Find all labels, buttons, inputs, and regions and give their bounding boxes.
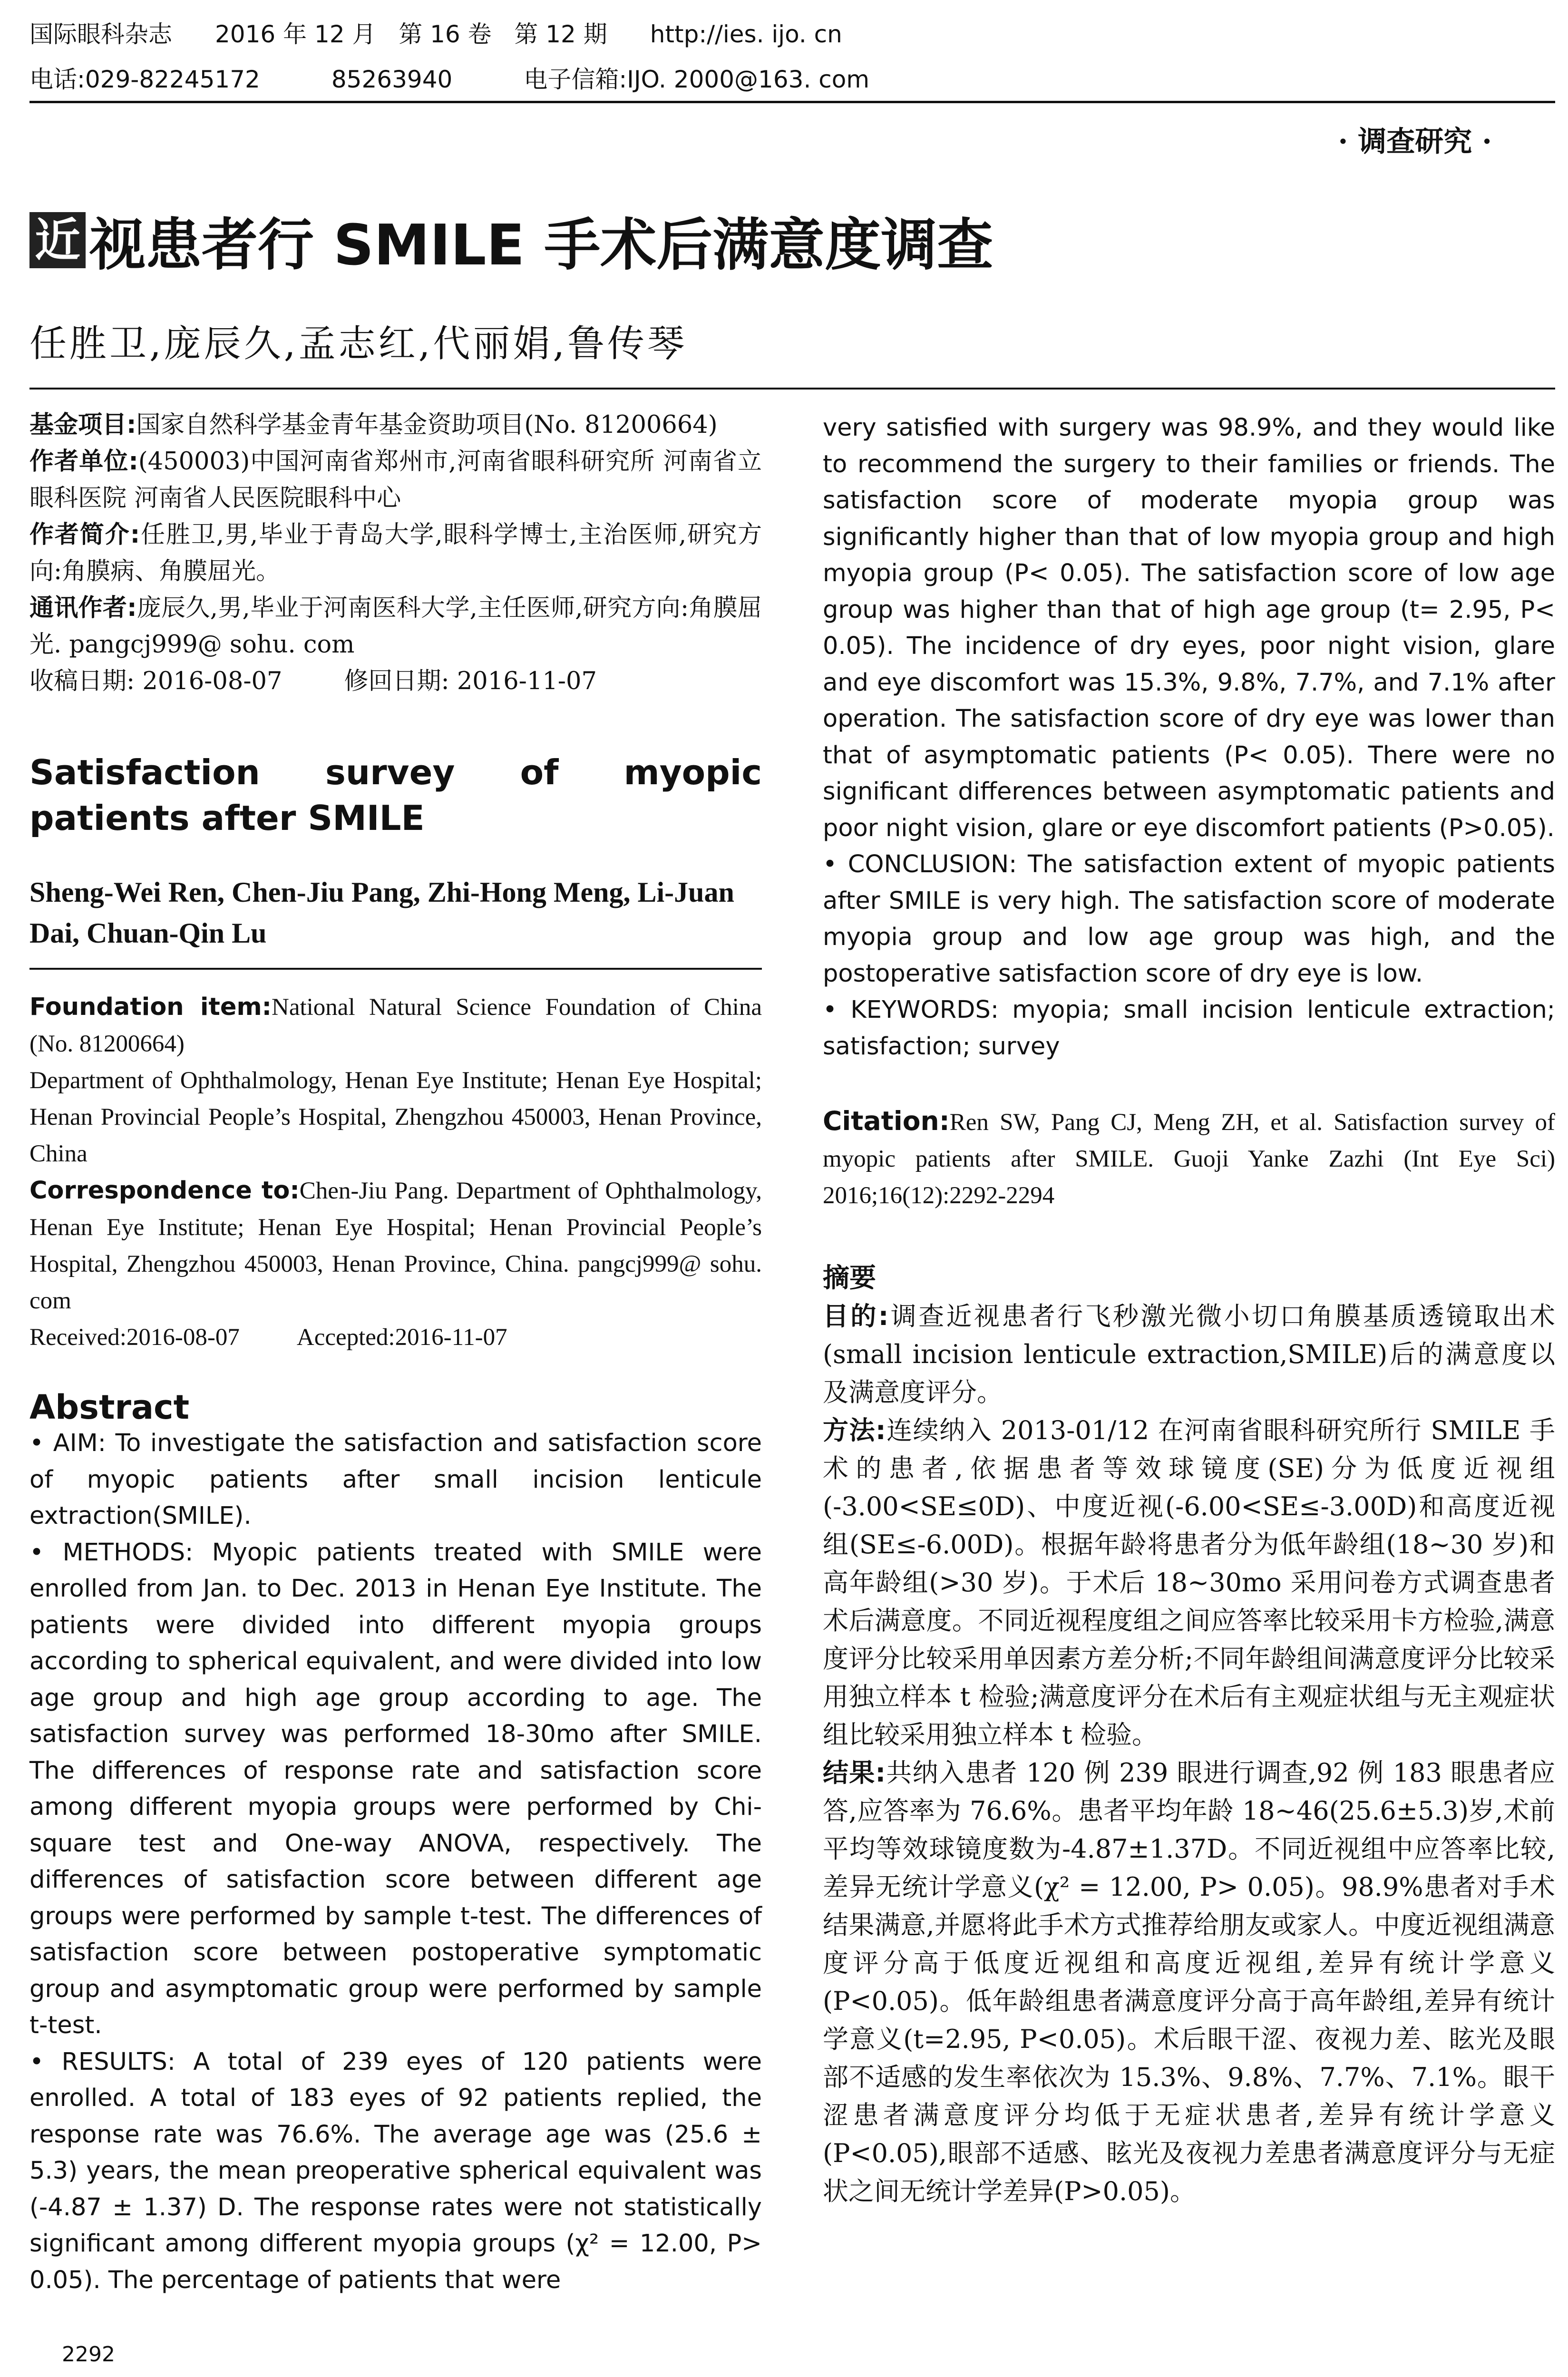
phone: 电话:029-82245172 (29, 66, 260, 93)
journal-header-line2 (29, 64, 912, 95)
cn-abstract: 目的:调查近视患者行飞秒激光微小切口角膜基质透镜取出术(small incision lenticule extraction,SMILE)后的满意度以及满意度评分。 方法:连续纳入 2013-01/12 在河南省眼科研究所行 SMILE 手术的患者,依据患者等效球镜度(SE)分为低度近视组(-3.00<SE≤0D)、中度近视(-6.00<SE≤-3.00D)和高度近视组(SE≤-6.00D)。根据年龄将患者分为低年龄组(18~30 岁)和高年龄组(>30 岁)。于术后 18~30mo 采用问卷方式调查患者术后满意度。不同近视程度组之间应答率比较采用卡方检验,满意度评分比较采用单因素方差分析;不同年龄组间满意度评分比较采用独立样本 t 检验;满意度评分在术后有主观症状组与无主观症状组比较采用独立样本 t 检验。 结果:共纳入患者 120 例 239 眼进行调查,92 例 183 眼患者应答,应答率为 76.6%。患者平均年龄 18~46(25.6±5.3)岁,术前平均等效球镜度数为-4.87±1.37D。不同近视组中应答率比较,差异无统计学意义(χ² = 12.00, P> 0.05)。98.9%患者对手术结果满意,并愿将此手术方式推荐给朋友或家人。中度近视组满意度评分高于低度近视组和高度近视组,差异有统计学意义(P<0.05)。低年龄组患者满意度评分高于高年龄组,差异有统计学意义(t=2.95, P<0.05)。术后眼干涩、夜视力差、眩光及眼部不适感的发生率依次为 15.3%、9.8%、7.7%、7.1%。眼干涩患者满意度评分均低于无症状患者,差异有统计学意义(P<0.05),眼部不适感、眩光及夜视力差患者满意度评分与无症状之间无统计学差异(P>0.05)。 (823, 1301, 1555, 2206)
abstract-right (823, 410, 1555, 1065)
abstract-methods: • METHODS: Myopic patients treated with SMILE were enrolled from Jan. to Dec. 2013 in Henan Eye Institute. The patients were divided into different myopia groups according to spherical equivalent, and were divided into low age group and high age group according to age. The satisfaction survey was performed 18-30mo after SMILE. The differences of response rate and satisfaction score among different myopia groups were performed by Chi-square test and One-way ANOVA, respectively. The differences of satisfaction score between different age groups were performed by sample t-test. The differences of satisfaction score between postoperative symptomatic group and asymptomatic group were performed by sample t-test. (29, 1538, 762, 2039)
journal-name: 国际眼科杂志 (29, 20, 172, 48)
english-authors: Sheng-Wei Ren, Chen-Jiu Pang, Zhi-Hong Meng, Li-Juan Dai, Chuan-Qin Lu (29, 877, 734, 949)
received-en: Received:2016-08-07 (29, 1324, 240, 1351)
phone2: 85263940 (331, 66, 453, 93)
abstract-results-cont: very satisfied with surgery was 98.9%, and they would like to recommend the surgery to their families or friends. The satisfaction score of moderate myopia group was significantly higher than that of low myopia group and high myopia group (P< 0.05). The satisfaction score of low age group was higher than that of high age group (t= 2.95, P< 0.05). The incidence of dry eyes, poor night vision, glare and eye discomfort was 15.3%, 9.8%, 7.7%, and 7.1% after operation. The satisfaction score of dry eye was lower than that of asymptomatic patients (P< 0.05). There were no significant differences between asymptomatic patients and poor night vision, glare or eye discomfort patients (P>0.05). (823, 414, 1555, 842)
abstract-left (29, 1425, 762, 2299)
abstract-aim: • AIM: To investigate the satisfaction and satisfaction score of myopic patients after small incision lenticule extraction(SMILE). (29, 1429, 762, 1530)
title-text: 视患者行 SMILE 手术后满意度调查 (89, 212, 993, 278)
header-rule (29, 101, 1555, 103)
issue-info: 2016 年 12 月 第 16 卷 第 12 期 (215, 20, 607, 48)
abstract-heading: Abstract (29, 1388, 190, 1427)
accepted-en: Accepted:2016-11-07 (296, 1324, 507, 1351)
right-column (823, 410, 1555, 2211)
abstract-results: • RESULTS: A total of 239 eyes of 120 patients were enrolled. A total of 183 eyes of 92 patients replied, the response rate was 76.6%. The average age was (25.6 ± 5.3) years, the mean preoperative spherical equivalent was (-4.87 ± 1.37) D. The response rates were not statistically significant among different myopia groups (χ² = 12.00, P> 0.05). The percentage of patients that were (29, 2047, 762, 2294)
citation: Citation:Ren SW, Pang CJ, Meng ZH, et al. Satisfaction survey of myopic patients after SMILE. Guoji Yanke Zazhi (Int Eye Sci) 2016;16(12):2292-2294 (823, 1106, 1555, 1209)
title-rule (29, 388, 1555, 390)
cn-meta: 基金项目:国家自然科学基金青年基金资助项目(No. 81200664) 作者单位:(450003)中国河南省郑州市,河南省眼科研究所 河南省立眼科医院 河南省人民医院眼科中心 作者简介:任胜卫,男,毕业于青岛大学,眼科学博士,主治医师,研究方向:角膜病、角膜屈光。 通讯作者:庞辰久,男,毕业于河南医科大学,主任医师,研究方向:角膜屈光. pangcj999@ sohu. com 收稿日期: 2016-08-07 修回日期: 2016-11-07 (29, 411, 762, 695)
page-title (29, 200, 993, 281)
page-number: 2292 (62, 2342, 115, 2367)
left-column (29, 407, 762, 2299)
en-meta: Foundation item:National Natural Science Foundation of China (No. 81200664) Department of Ophthalmology, Henan Eye Institute; Henan Eye Hospital; Henan Provincial People’s Hospital, Zhengzhou 450003, Henan Province, China Correspondence to:Chen-Jiu Pang. Department of Ophthalmology, Henan Eye Institute; Henan Eye Hospital; Henan Provincial People’s Hospital, Zhengzhou 450003, Henan Province, China. pangcj999@ sohu. com Received:2016-08-07 Accepted:2016-11-07 (29, 993, 762, 1351)
section-tag: · 调查研究 · (1338, 125, 1492, 158)
english-title: Satisfaction survey of myopic patients after SMILE (29, 752, 762, 838)
website: http://ies. ijo. cn (650, 20, 842, 48)
journal-header-line1 (29, 19, 885, 50)
department: Department of Ophthalmology, Henan Eye Institute; Henan Eye Hospital; Henan Provincial People’s Hospital, Zhengzhou 450003, Henan Province, China (29, 1067, 762, 1167)
authors-cn: 任胜卫,庞辰久,孟志红,代丽娟,鲁传琴 (29, 322, 688, 365)
revised-cn: 修回日期: 2016-11-07 (344, 667, 597, 695)
abstract-conclusion: • CONCLUSION: The satisfaction extent of myopic patients after SMILE is very high. The satisfaction score of moderate myopia group and low age group was high, and the postoperative satisfaction score of dry eye is low. (823, 850, 1555, 988)
cn-abstract-heading: 摘要 (823, 1263, 876, 1294)
authors-rule (29, 968, 762, 970)
title-first-char: 近 (29, 212, 86, 268)
abstract-keywords: • KEYWORDS: myopia; small incision lenticule extraction; satisfaction; survey (823, 996, 1555, 1061)
email: 电子信箱:IJO. 2000@163. com (524, 66, 870, 93)
received-cn: 收稿日期: 2016-08-07 (29, 667, 282, 695)
